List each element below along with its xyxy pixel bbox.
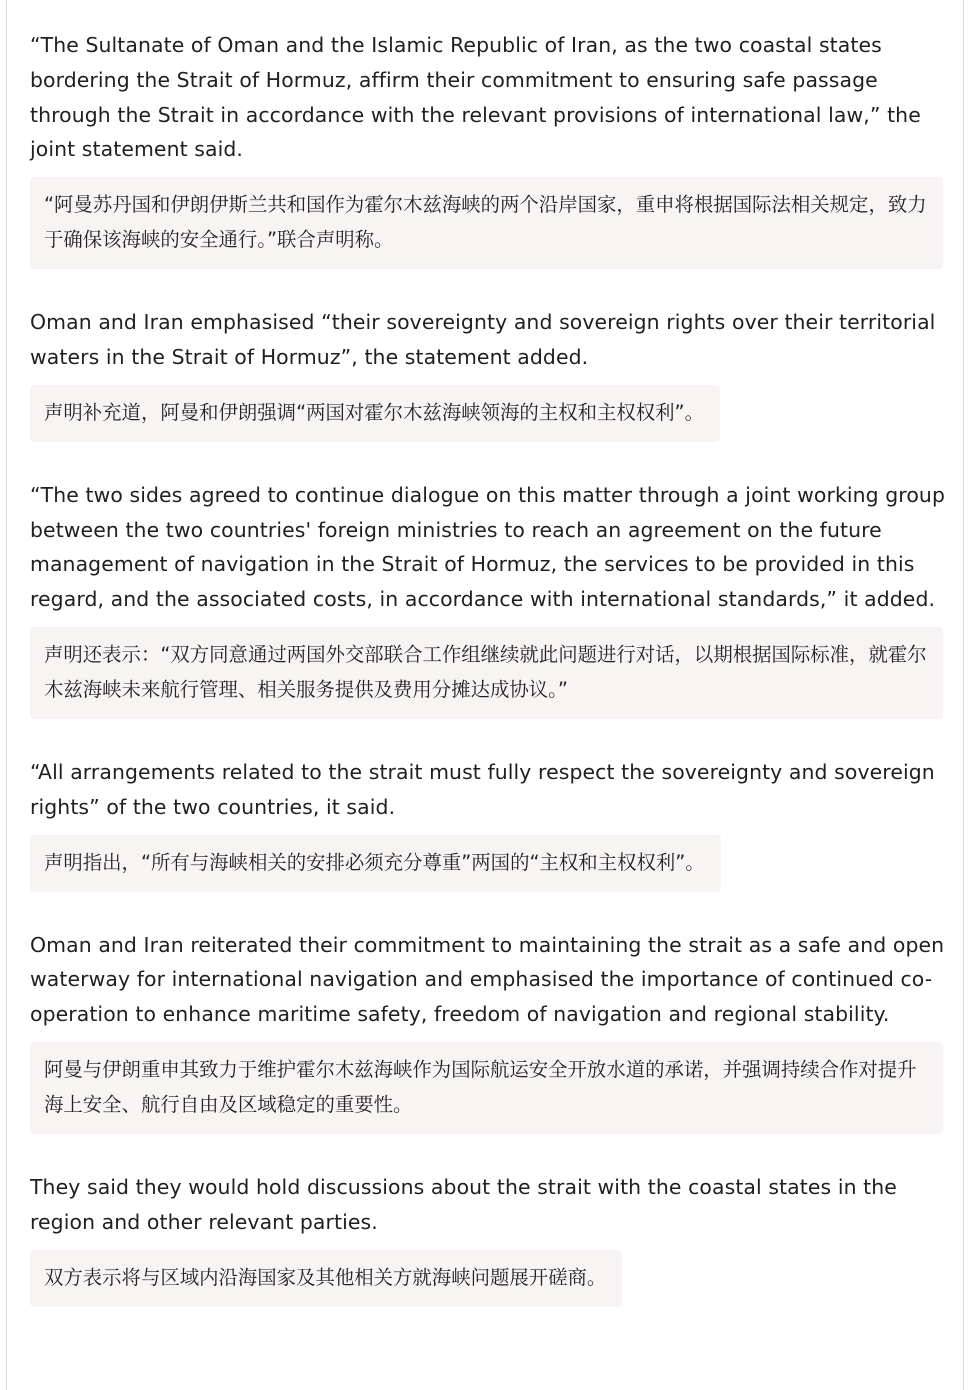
english-paragraph: They said they would hold discussions about the strait with the coastal states in the region and other relevant parties. <box>30 1174 897 1234</box>
paragraph-block-6 <box>30 1170 945 1307</box>
paragraph-block-4 <box>30 755 945 892</box>
chinese-translation: 声明指出，“所有与海峡相关的安排必须充分尊重”两国的“主权和主权权利”。 <box>30 835 721 892</box>
paragraph-block-1 <box>30 28 945 269</box>
chinese-translation: 声明还表示：“双方同意通过两国外交部联合工作组继续就此问题进行对话，以期根据国际标准，就霍尔木兹海峡未来航行管理、相关服务提供及费用分摊达成协议。” <box>30 627 943 719</box>
english-paragraph: Oman and Iran reiterated their commitment to maintaining the strait as a safe and open waterway for international navigation and emphasised the importance of continued co-operation to enhance maritime safety, freedom of navigation and regional stability. <box>30 932 945 1027</box>
paragraph-block-2 <box>30 305 945 442</box>
chinese-translation: 阿曼与伊朗重申其致力于维护霍尔木兹海峡作为国际航运安全开放水道的承诺，并强调持续合作对提升海上安全、航行自由及区域稳定的重要性。 <box>30 1042 943 1134</box>
paragraph-block-3 <box>30 478 945 719</box>
paragraph-block-5 <box>30 928 945 1134</box>
chinese-translation: “阿曼苏丹国和伊朗伊斯兰共和国作为霍尔木兹海峡的两个沿岸国家，重申将根据国际法相关规定，致力于确保该海峡的安全通行。”联合声明称。 <box>30 177 943 269</box>
english-paragraph: “All arrangements related to the strait must fully respect the sovereignty and sovereign rights” of the two countries, it said. <box>30 759 935 819</box>
english-paragraph: Oman and Iran emphasised “their sovereignty and sovereign rights over their territorial waters in the Strait of Hormuz”, the statement added. <box>30 310 936 369</box>
english-paragraph: “The Sultanate of Oman and the Islamic Republic of Iran, as the two coastal states bordering the Strait of Hormuz, affirm their commitment to ensuring safe passage through the Strait in accordance with the relevant provisions of international law,” the joint statement said. <box>30 33 921 162</box>
chinese-translation: 双方表示将与区域内沿海国家及其他相关方就海峡问题展开磋商。 <box>30 1250 622 1307</box>
article-body <box>30 28 945 1343</box>
english-paragraph: “The two sides agreed to continue dialogue on this matter through a joint working group between the two countries' foreign ministries to reach an agreement on the future management of navigation in the Strait of Hormuz, the services to be provided in this regard, and the associated costs, in accordance with international standards,” it added. <box>30 482 945 612</box>
chinese-translation: 声明补充道，阿曼和伊朗强调“两国对霍尔木兹海峡领海的主权和主权权利”。 <box>30 385 720 442</box>
